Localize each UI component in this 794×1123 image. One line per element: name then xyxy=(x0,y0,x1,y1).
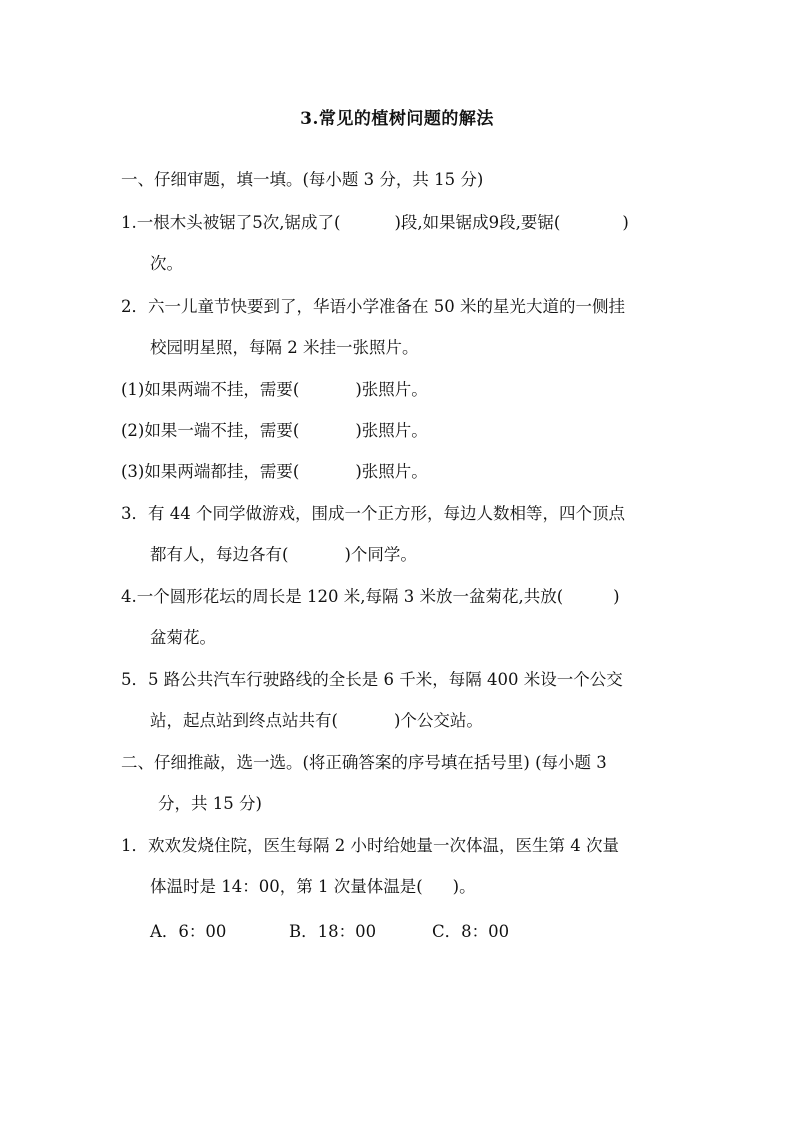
question-4-line-1 xyxy=(121,585,620,609)
section1-heading: 一、仔细审题，填一填。(每小题 3 分，共 15 分) xyxy=(121,170,484,189)
question-2-line-2: 校园明星照，每隔 2 米挂一张照片。 xyxy=(150,338,419,357)
question-1-text-a: 1.一根木头被锯了5次,锯成了( xyxy=(121,213,341,232)
sub-2-text-b: )张照片。 xyxy=(355,421,428,440)
question-4-text-a: 4.一个圆形花坛的周长是 120 米,每隔 3 米放一盆菊花,共放( xyxy=(121,587,564,606)
question-5-text-a: 站，起点站到终点站共有( xyxy=(150,711,338,730)
sub-1-text-a: (1)如果两端不挂，需要( xyxy=(121,380,300,399)
question-1-line-1 xyxy=(121,211,629,235)
page-title: 3.常见的植树问题的解法 xyxy=(300,109,494,129)
question-4-line-2: 盆菊花。 xyxy=(150,628,216,647)
sub-3-text-a: (3)如果两端都挂，需要( xyxy=(121,462,300,481)
option-b[interactable]: B．18：00 xyxy=(289,922,377,941)
question-2-sub-3 xyxy=(121,460,428,484)
question-2-sub-1 xyxy=(121,378,428,402)
section2-heading-line-2: 分，共 15 分) xyxy=(158,794,262,813)
s2-question-1-text-b: )。 xyxy=(452,877,476,896)
question-3-text-b: )个同学。 xyxy=(344,545,417,564)
section2-question-1-line-2 xyxy=(150,875,476,899)
section2-question-1-line-1: 1．欢欢发烧住院，医生每隔 2 小时给她量一次体温，医生第 4 次量 xyxy=(121,836,619,855)
s2-question-1-text-a: 体温时是 14：00，第 1 次量体温是( xyxy=(150,877,423,896)
sub-3-text-b: )张照片。 xyxy=(355,462,428,481)
option-c[interactable]: C．8：00 xyxy=(432,922,510,941)
question-5-line-1: 5．5 路公共汽车行驶路线的全长是 6 千米，每隔 400 米设一个公交 xyxy=(121,670,623,689)
question-3-line-2 xyxy=(150,543,417,567)
question-2-line-1: 2．六一儿童节快要到了，华语小学准备在 50 米的星光大道的一侧挂 xyxy=(121,297,625,316)
question-3-line-1: 3．有 44 个同学做游戏，围成一个正方形，每边人数相等，四个顶点 xyxy=(121,504,625,523)
question-1-text-c: ) xyxy=(622,213,629,232)
question-1-text-b: )段,如果锯成9段,要锯( xyxy=(394,213,561,232)
section2-heading-line-1: 二、仔细推敲，选一选。(将正确答案的序号填在括号里) (每小题 3 xyxy=(121,753,607,772)
question-2-sub-2 xyxy=(121,419,428,443)
sub-2-text-a: (2)如果一端不挂，需要( xyxy=(121,421,300,440)
question-3-text-a: 都有人，每边各有( xyxy=(150,545,289,564)
question-5-text-b: )个公交站。 xyxy=(393,711,483,730)
question-5-line-2 xyxy=(150,709,483,733)
option-a[interactable]: A．6：00 xyxy=(150,922,227,941)
question-4-text-b: ) xyxy=(613,587,620,606)
sub-1-text-b: )张照片。 xyxy=(355,380,428,399)
question-1-line-2: 次。 xyxy=(150,254,183,273)
